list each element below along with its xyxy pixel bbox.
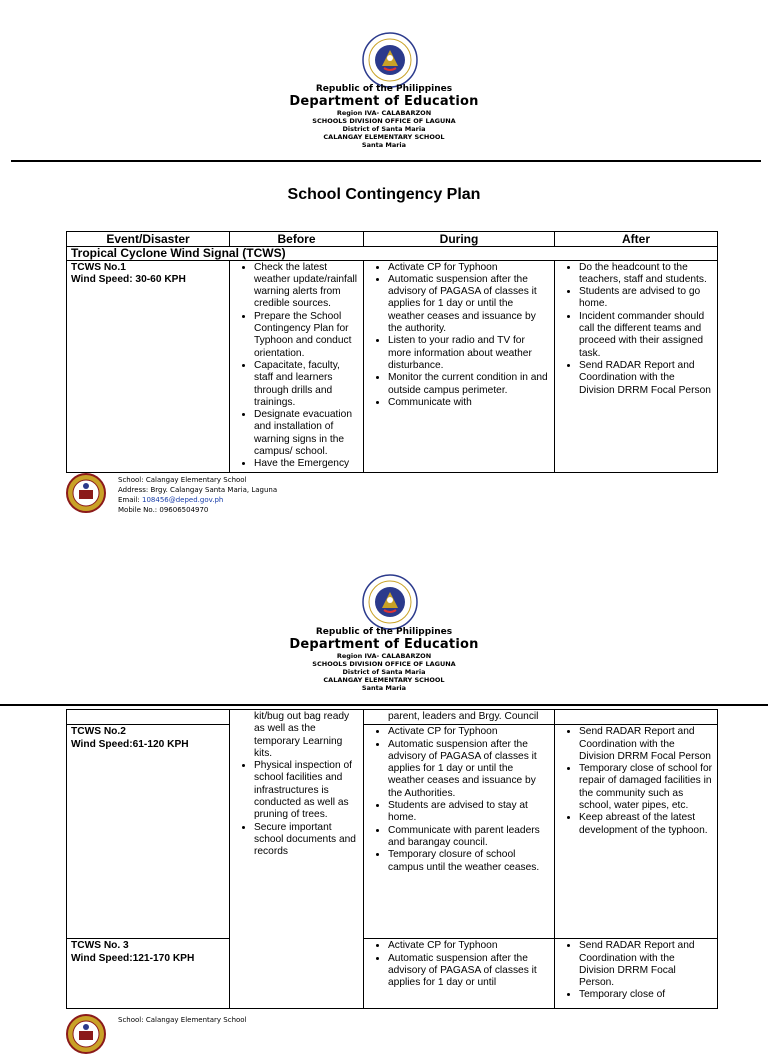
during-cell [364,939,555,1009]
table-row [67,725,718,939]
list-item: • Physical inspection of school facilities and infrastructures is conducted as well as pruning of trees. [254,760,359,821]
table-row [67,260,718,472]
contingency-table-page1 [66,231,718,473]
list-item: • Communicate with parent leaders and barangay council. [388,825,550,850]
republic-label: Republic of the Philippines [315,627,453,637]
list-item: • Send RADAR Report and Coordination with the Division DRRM Focal Person [579,726,713,763]
email-link[interactable]: 108456@deped.gov.ph [142,496,224,504]
list-item: • Listen to your radio and TV for more information about weather disturbance. [388,335,550,372]
district-label: District of Santa Maria [342,125,426,133]
continued-text: parent, leaders and Brgy. Council [388,711,539,722]
event-cell [67,725,230,939]
footer-email: Email: 108456@deped.gov.ph [118,496,224,504]
list-item: • Activate CP for Typhoon [388,726,550,738]
list-item: • Temporary closure of school campus until the weather ceases. [388,849,550,874]
letterhead [0,84,768,149]
table-header-row [67,232,718,247]
list-item: • Send RADAR Report and Coordination with the Division DRRM Focal Person. [579,940,713,989]
list-item: • Send RADAR Report and Coordination with the Division DRRM Focal Person [579,360,713,397]
republic-label: Republic of the Philippines [315,84,453,94]
signal-name: TCWS No.1 [71,261,126,273]
list-item: • Automatic suspension after the advisory of PAGASA of classes it applies for 1 day or until the weather ceases and issuance by the Authorities. [388,739,550,800]
school-logo-icon [66,1014,106,1054]
town-label: Santa Maria [361,684,407,692]
col-before: Before [230,232,364,247]
during-cell [364,725,555,939]
list-item: • Temporary close of [579,989,713,1001]
category-label: Tropical Cyclone Wind Signal (TCWS) [67,247,718,260]
signal-name: TCWS No. 3 [71,940,129,952]
before-cell [230,710,364,1009]
after-cell [555,260,718,472]
department-label: Department of Education [289,637,479,652]
continued-text: kit/bug out bag ready as well as the temporary Learning kits. [254,711,350,759]
department-label: Department of Education [289,94,479,109]
wind-speed: Wind Speed:61-120 KPH [71,738,189,750]
district-label: District of Santa Maria [342,668,426,676]
list-item: • Check the latest weather update/rainfall warning alerts from credible sources. [254,262,359,311]
list-item: • Monitor the current condition in and outside campus perimeter. [388,372,550,397]
after-cell [555,725,718,939]
list-item: • Keep abreast of the latest development of the typhoon. [579,812,713,837]
list-item: • Activate CP for Typhoon [388,940,550,952]
division-label: SCHOOLS DIVISION OFFICE OF LAGUNA [312,660,456,668]
list-item: • Capacitate, faculty, staff and learners through drills and trainings. [254,360,359,409]
footer-school: School: Calangay Elementary School [118,1016,247,1024]
list-item: • Designate evacuation and installation of warning signs in the campus/ school. [254,409,359,458]
document-title: School Contingency Plan [287,186,481,203]
list-item: • Activate CP for Typhoon [388,262,550,274]
signal-name: TCWS No.2 [71,726,126,738]
after-cell [555,710,718,725]
list-item: • Incident commander should call the different teams and proceed with their assigned task. [579,311,713,360]
list-item: • Do the headcount to the teachers, staff and students. [579,262,713,287]
col-during: During [364,232,555,247]
list-item: • Prepare the School Contingency Plan for Typhoon and conduct orientation. [254,311,359,360]
list-item: • Students are advised to stay at home. [388,800,550,825]
letterhead [0,627,768,692]
footer-mobile: Mobile No.: 09606504970 [118,506,209,514]
list-item: • Secure important school documents and records [254,822,359,859]
during-cell [364,260,555,472]
header-divider [0,704,768,706]
col-event: Event/Disaster [67,232,230,247]
event-cell [67,710,230,725]
list-item: • Automatic suspension after the advisory of PAGASA of classes it applies for 1 day or until the weather ceases and issuance by the authority. [388,274,550,335]
school-logo-icon [66,473,106,513]
event-cell [67,260,230,472]
after-cell [555,939,718,1009]
list-item: • Communicate with [388,397,550,409]
wind-speed: Wind Speed:121-170 KPH [71,952,195,964]
deped-seal-icon [362,574,418,630]
footer-school: School: Calangay Elementary School [118,476,247,484]
col-after: After [555,232,718,247]
list-item: • Have the Emergency [254,458,359,470]
division-label: SCHOOLS DIVISION OFFICE OF LAGUNA [312,117,456,125]
before-cell [230,260,364,472]
list-item: • Students are advised to go home. [579,286,713,311]
town-label: Santa Maria [361,141,407,149]
list-item: • Automatic suspension after the advisory of PAGASA of classes it applies for 1 day or until [388,953,550,990]
school-label: CALANGAY ELEMENTARY SCHOOL [323,676,445,684]
wind-speed: Wind Speed: 30-60 KPH [71,273,186,285]
header-divider [11,160,761,162]
table-row [67,710,718,725]
category-row [67,247,718,260]
school-label: CALANGAY ELEMENTARY SCHOOL [323,133,445,141]
footer-address: Address: Brgy. Calangay Santa Maria, Laguna [118,486,278,494]
region-label: Region IVA- CALABARZON [336,109,432,117]
contingency-table-page2 [66,709,718,1009]
deped-seal-icon [362,32,418,88]
during-cell [364,710,555,725]
list-item: • Temporary close of school for repair of damaged facilities in the community such as school, water pipes, etc. [579,763,713,812]
event-cell [67,939,230,1009]
region-label: Region IVA- CALABARZON [336,652,432,660]
table-row [67,939,718,1009]
